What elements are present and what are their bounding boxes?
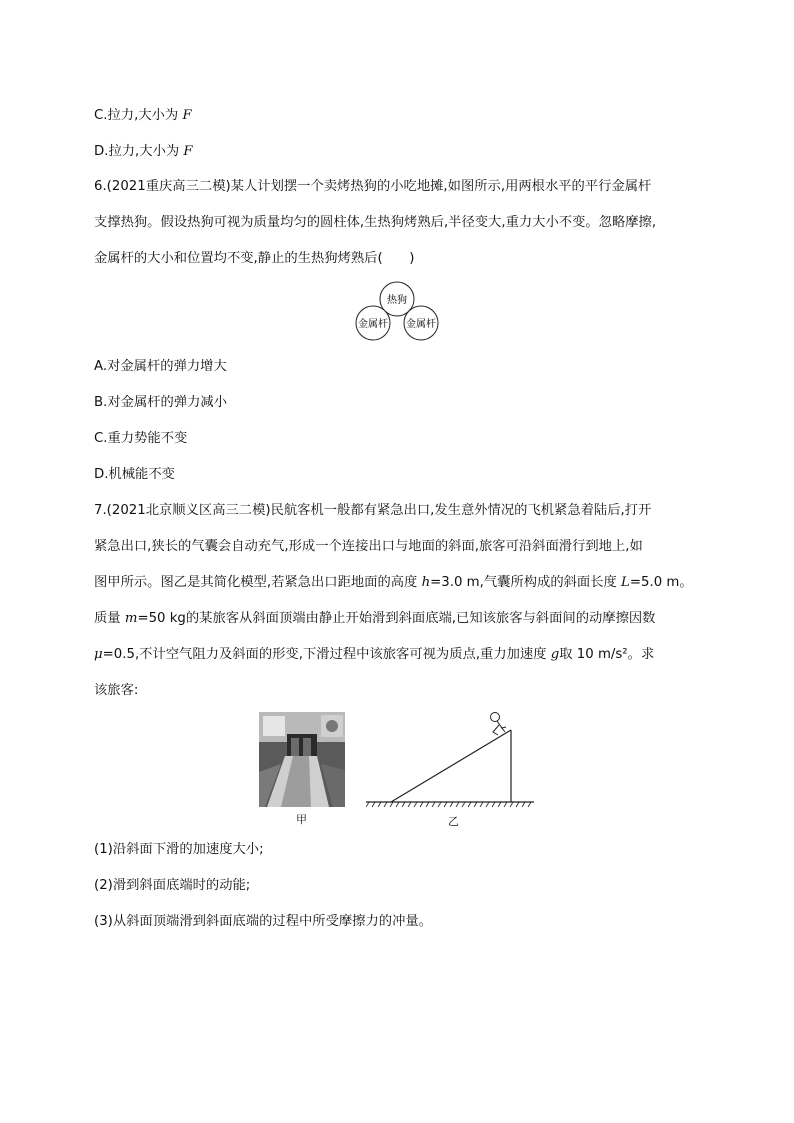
text-run: 取 10 m/s²。求 — [559, 647, 655, 662]
text-run: 质量 — [94, 611, 125, 626]
text-run: =50 kg的某旅客从斜面顶端由静止开始滑到斜面底端,已知该旅客与斜面间的动摩擦因数 — [137, 611, 656, 626]
rod-label-right: 金属杆 — [406, 319, 436, 330]
slide-photo — [259, 712, 345, 807]
q7-stem-line-6: 该旅客: — [94, 683, 139, 698]
option-d-q5 — [94, 142, 193, 162]
option-c-q5 — [94, 106, 192, 126]
text-run: =3.0 m,气囊所构成的斜面长度 — [430, 575, 622, 590]
rod-label-left: 金属杆 — [358, 319, 388, 330]
text-run: =0.5,不计空气阻力及斜面的形变,下滑过程中该旅客可视为质点,重力加速度 — [102, 647, 551, 662]
diagram-caption: 乙 — [448, 815, 459, 828]
q6-option-c: C.重力势能不变 — [94, 431, 188, 446]
variable-l: L — [621, 575, 630, 590]
variable-mu: μ — [94, 647, 103, 662]
photo-caption: 甲 — [296, 813, 307, 826]
q6-option-a: A.对金属杆的弹力增大 — [94, 359, 227, 374]
variable-f: F — [182, 108, 192, 123]
q7-stem-line-5 — [94, 645, 654, 665]
text-run: =5.0 m。 — [629, 575, 693, 590]
q7-stem-line-1: 7.(2021北京顺义区高三二模)民航客机一般都有紧急出口,发生意外情况的飞机紧急着陆后,打开 — [94, 503, 652, 518]
option-text: D.拉力,大小为 — [94, 144, 184, 159]
q7-sub-3: (3)从斜面顶端滑到斜面底端的过程中所受摩擦力的冲量。 — [94, 914, 432, 929]
incline-diagram — [366, 708, 536, 812]
q7-stem-line-2: 紧急出口,狭长的气囊会自动充气,形成一个连接出口与地面的斜面,旅客可沿斜面滑行到地上,如 — [94, 539, 643, 554]
text-run: 图甲所示。图乙是其简化模型,若紧急出口距地面的高度 — [94, 575, 422, 590]
variable-m: m — [124, 611, 138, 626]
q6-option-b: B.对金属杆的弹力减小 — [94, 395, 228, 410]
q7-sub-2: (2)滑到斜面底端时的动能; — [94, 878, 251, 893]
option-text: C.拉力,大小为 — [94, 108, 183, 123]
q6-option-d: D.机械能不变 — [94, 467, 175, 482]
q7-stem-line-3 — [94, 573, 693, 593]
q6-stem-line-2: 支撑热狗。假设热狗可视为质量均匀的圆柱体,生热狗烤熟后,半径变大,重力大小不变。忽略摩擦, — [94, 215, 657, 230]
q6-stem-line-1: 6.(2021重庆高三二模)某人计划摆一个卖烤热狗的小吃地摊,如图所示,用两根水平的平行金属杆 — [94, 179, 652, 194]
hotdog-label: 热狗 — [387, 295, 407, 306]
variable-f: F — [183, 144, 193, 159]
variable-g: g — [550, 647, 560, 662]
q6-stem-line-3: 金属杆的大小和位置均不变,静止的生热狗烤熟后( ) — [94, 251, 415, 266]
variable-h: h — [421, 575, 431, 590]
q7-sub-1: (1)沿斜面下滑的加速度大小; — [94, 842, 264, 857]
q7-stem-line-4 — [94, 609, 655, 629]
hotdog-figure — [350, 280, 445, 342]
